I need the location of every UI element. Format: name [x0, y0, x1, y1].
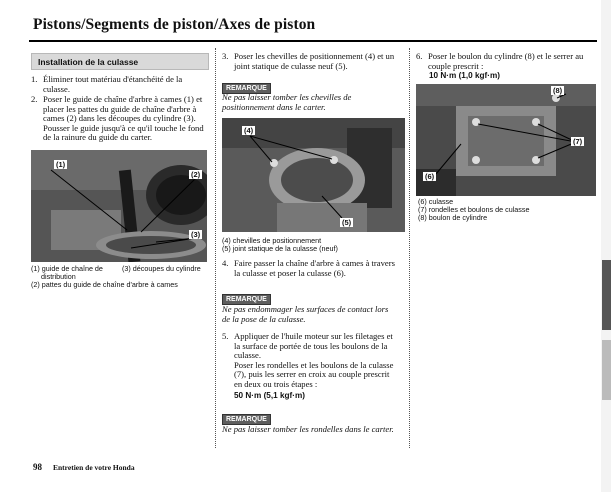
step-5: 5. Appliquer de l'huile moteur sur les filetages et la surface de portée de tous les boulons de la culasse. Poser les rondelles et les boulons de la culasse (7), puis les serrer en croix au couple prescrit en deux ou trois étapes : [222, 331, 394, 389]
section-tab-active [602, 260, 611, 330]
page-title: Pistons/Segments de piston/Axes de piston [33, 16, 316, 33]
torque-value-5: 50 N·m (5,1 kgf·m) [234, 391, 305, 400]
callout-8: (8) [553, 86, 563, 95]
step-3: 3. Poser les chevilles de positionnement (4) et un joint statique de culasse neuf (5). [222, 51, 395, 71]
note-2: Ne pas endommager les surfaces de contact lors de la pose de la culasse. [222, 304, 389, 324]
column-divider-1 [215, 48, 216, 448]
note-badge-3: REMARQUE [222, 408, 271, 426]
cylinder-photo-illustration [222, 118, 405, 232]
photo-dowel-gasket [222, 118, 405, 232]
legend-right: (6) culasse (7) rondelles et boulons de culasse (8) boulon de cylindre [418, 197, 530, 222]
footer-text: Entretien de votre Honda [53, 463, 135, 472]
section-tab-strip [601, 0, 611, 492]
legend-left-2: (2) pattes du guide de chaîne d'arbre à cames [31, 280, 178, 289]
photo-cam-chain-guide [31, 150, 207, 262]
legend-left-3: (3) découpes du cylindre [122, 264, 201, 273]
callout-5: (5) [342, 218, 352, 227]
note-3: Ne pas laisser tomber les rondelles dans le carter. [222, 424, 394, 434]
callout-6: (6) [425, 172, 435, 181]
column-divider-2 [409, 48, 410, 448]
callout-4: (4) [244, 126, 254, 135]
callout-7: (7) [573, 137, 583, 146]
note-badge-2: REMARQUE [222, 288, 271, 306]
callout-1: (1) [56, 160, 66, 169]
page-number: 98 [33, 462, 42, 472]
torque-value-6: 10 N·m (1,0 kgf·m) [429, 71, 500, 80]
legend-middle: (4) chevilles de positionnement (5) joint statique de la culasse (neuf) [222, 236, 338, 253]
section-tab [602, 340, 611, 400]
section-heading: Installation de la culasse [31, 53, 209, 70]
step-1: 1. Éliminer tout matériau d'étanchéité de la culasse. [31, 74, 183, 94]
header-rule [29, 40, 597, 42]
callout-3: (3) [191, 230, 201, 239]
photo-cylinder-head [416, 84, 596, 196]
note-1: Ne pas laisser tomber les chevilles de positionnement dans le carter. [222, 92, 352, 112]
step-2: 2. Poser le guide de chaîne d'arbre à cames (1) et placer les pattes du guide de chaîne d'arbre à cames (2) dans les découpes du cylindre (3). Pousser le guide jusqu'à ce qu'il touche le fond de la rainure du guide du carter. [31, 94, 204, 143]
step-6: 6. Poser le boulon du cylindre (8) et le serrer au couple prescrit : [416, 51, 584, 71]
step-4: 4. Faire passer la chaîne d'arbre à cames à travers la culasse et poser la culasse (6). [222, 258, 395, 278]
head-photo-illustration [416, 84, 596, 196]
note-badge-1: REMARQUE [222, 77, 271, 95]
legend-left-1: (1) guide de chaîne de distribution [31, 264, 103, 281]
callout-2: (2) [191, 170, 201, 179]
